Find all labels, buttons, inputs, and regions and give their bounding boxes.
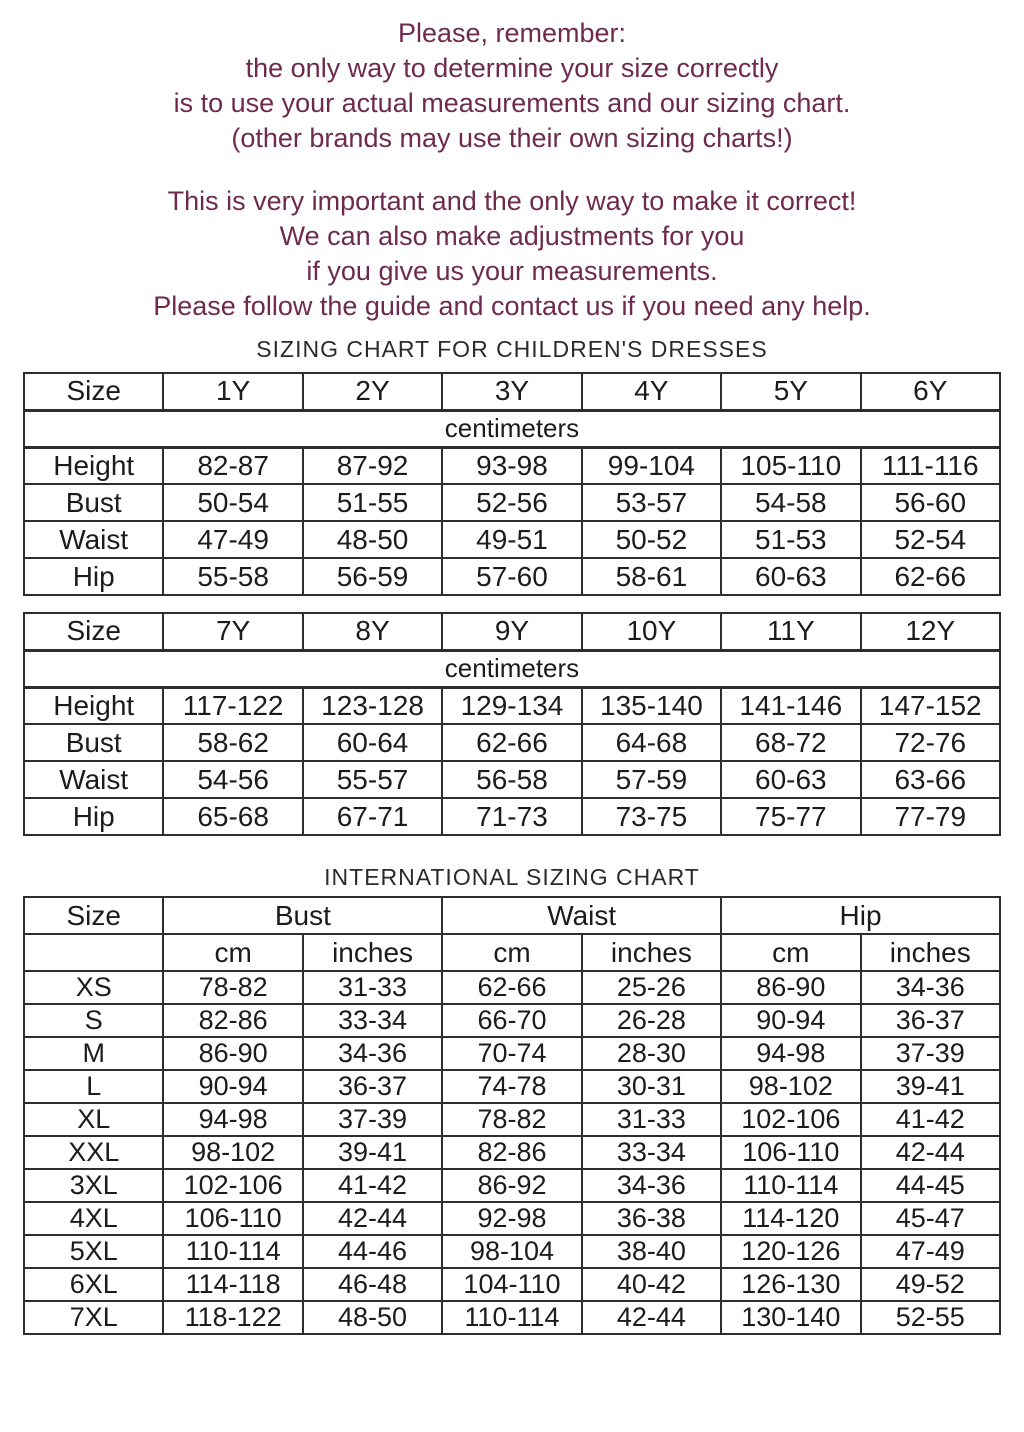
measurement-row-label: Height [24, 447, 163, 484]
international-sizing-table [23, 896, 1001, 1335]
measurement-value-cell: 36-37 [303, 1070, 442, 1103]
measurement-value-cell: 52-55 [861, 1301, 1000, 1334]
hip-group-header: Hip [721, 897, 1000, 934]
measurement-value-cell: 78-82 [163, 971, 302, 1004]
size-row-label: S [24, 1004, 163, 1037]
measurement-value-cell: 51-53 [721, 521, 860, 558]
measurement-value-cell: 42-44 [861, 1136, 1000, 1169]
measurement-value-cell: 104-110 [442, 1268, 581, 1301]
measurement-value-cell: 56-58 [442, 761, 581, 798]
size-row-label: XXL [24, 1136, 163, 1169]
table-row-m [24, 1037, 1000, 1070]
measurement-value-cell: 123-128 [303, 687, 442, 724]
intro-line: Please, remember: [397, 18, 627, 48]
measurement-value-cell: 63-66 [861, 761, 1000, 798]
measurement-value-cell: 114-118 [163, 1268, 302, 1301]
measurement-value-cell: 77-79 [861, 798, 1000, 835]
measurement-value-cell: 55-58 [163, 558, 302, 595]
units-row [24, 410, 1000, 447]
size-row-label: XS [24, 971, 163, 1004]
measurement-row-label: Waist [24, 521, 163, 558]
size-row-label: M [24, 1037, 163, 1070]
measurement-value-cell: 34-36 [303, 1037, 442, 1070]
size-row-label: XL [24, 1103, 163, 1136]
measurement-value-cell: 51-55 [303, 484, 442, 521]
empty-corner-cell [24, 934, 163, 971]
measurement-value-cell: 110-114 [721, 1169, 860, 1202]
measurement-value-cell: 105-110 [721, 447, 860, 484]
measurement-value-cell: 47-49 [861, 1235, 1000, 1268]
measurement-value-cell: 141-146 [721, 687, 860, 724]
measurement-value-cell: 99-104 [582, 447, 721, 484]
size-option-header: 8Y [303, 613, 442, 650]
measurement-value-cell: 135-140 [582, 687, 721, 724]
measurement-value-cell: 110-114 [442, 1301, 581, 1334]
intro-line: is to use your actual measurements and our sizing chart. [173, 88, 851, 118]
measurement-value-cell: 130-140 [721, 1301, 860, 1334]
measurement-value-cell: 45-47 [861, 1202, 1000, 1235]
children-chart-title: SIZING CHART FOR CHILDREN'S DRESSES [256, 336, 768, 362]
measurement-value-cell: 41-42 [861, 1103, 1000, 1136]
measurement-value-cell: 94-98 [163, 1103, 302, 1136]
size-row-label: L [24, 1070, 163, 1103]
measurement-value-cell: 33-34 [303, 1004, 442, 1037]
measurement-value-cell: 73-75 [582, 798, 721, 835]
measurement-value-cell: 47-49 [163, 521, 302, 558]
unit-subheader: inches [861, 934, 1000, 971]
measurement-value-cell: 98-102 [721, 1070, 860, 1103]
size-row-label: 6XL [24, 1268, 163, 1301]
measurement-value-cell: 28-30 [582, 1037, 721, 1070]
measurement-value-cell: 52-56 [442, 484, 581, 521]
measurement-value-cell: 86-90 [163, 1037, 302, 1070]
intro-note-primary [0, 0, 1024, 156]
measurement-value-cell: 36-37 [861, 1004, 1000, 1037]
measurement-value-cell: 102-106 [163, 1169, 302, 1202]
bust-group-header: Bust [163, 897, 442, 934]
measurement-value-cell: 74-78 [442, 1070, 581, 1103]
measurement-value-cell: 31-33 [303, 971, 442, 1004]
unit-subheader: inches [303, 934, 442, 971]
table-row-hip [24, 798, 1000, 835]
measurement-value-cell: 60-63 [721, 558, 860, 595]
measurement-value-cell: 66-70 [442, 1004, 581, 1037]
intro-line: Please follow the guide and contact us if you need any help. [153, 291, 871, 321]
measurement-value-cell: 25-26 [582, 971, 721, 1004]
table-row-4xl [24, 1202, 1000, 1235]
table-row-bust [24, 484, 1000, 521]
size-option-header: 6Y [861, 373, 1000, 410]
size-option-header: 11Y [721, 613, 860, 650]
table-row-5xl [24, 1235, 1000, 1268]
table-row-waist [24, 761, 1000, 798]
measurement-value-cell: 58-62 [163, 724, 302, 761]
table-subheader-row [24, 934, 1000, 971]
measurement-value-cell: 41-42 [303, 1169, 442, 1202]
measurement-value-cell: 57-59 [582, 761, 721, 798]
table-row-height [24, 447, 1000, 484]
table-header-row [24, 897, 1000, 934]
children-sizing-table-7y-12y [23, 612, 1001, 836]
centimeters-label: centimeters [24, 410, 1000, 447]
measurement-value-cell: 50-54 [163, 484, 302, 521]
units-row [24, 650, 1000, 687]
size-row-label: 7XL [24, 1301, 163, 1334]
measurement-value-cell: 90-94 [163, 1070, 302, 1103]
table-row-hip [24, 558, 1000, 595]
measurement-value-cell: 114-120 [721, 1202, 860, 1235]
measurement-value-cell: 71-73 [442, 798, 581, 835]
measurement-value-cell: 31-33 [582, 1103, 721, 1136]
measurement-value-cell: 60-63 [721, 761, 860, 798]
intro-line: We can also make adjustments for you [279, 221, 745, 251]
children-sizing-table-1y-6y [23, 372, 1001, 596]
size-option-header: 1Y [163, 373, 302, 410]
measurement-value-cell: 110-114 [163, 1235, 302, 1268]
measurement-value-cell: 75-77 [721, 798, 860, 835]
measurement-value-cell: 118-122 [163, 1301, 302, 1334]
measurement-row-label: Height [24, 687, 163, 724]
measurement-value-cell: 102-106 [721, 1103, 860, 1136]
measurement-value-cell: 56-59 [303, 558, 442, 595]
measurement-value-cell: 54-58 [721, 484, 860, 521]
measurement-value-cell: 34-36 [582, 1169, 721, 1202]
waist-group-header: Waist [442, 897, 721, 934]
measurement-value-cell: 58-61 [582, 558, 721, 595]
international-chart-title: INTERNATIONAL SIZING CHART [324, 864, 700, 890]
measurement-value-cell: 93-98 [442, 447, 581, 484]
measurement-value-cell: 106-110 [163, 1202, 302, 1235]
measurement-value-cell: 39-41 [303, 1136, 442, 1169]
table-row-height [24, 687, 1000, 724]
size-option-header: 9Y [442, 613, 581, 650]
table-header-row [24, 613, 1000, 650]
size-option-header: 7Y [163, 613, 302, 650]
size-option-header: 3Y [442, 373, 581, 410]
table-row-6xl [24, 1268, 1000, 1301]
table-row-waist [24, 521, 1000, 558]
measurement-value-cell: 94-98 [721, 1037, 860, 1070]
measurement-value-cell: 48-50 [303, 1301, 442, 1334]
intro-note-secondary [0, 184, 1024, 324]
measurement-value-cell: 37-39 [303, 1103, 442, 1136]
measurement-value-cell: 106-110 [721, 1136, 860, 1169]
unit-subheader: cm [442, 934, 581, 971]
measurement-value-cell: 48-50 [303, 521, 442, 558]
measurement-value-cell: 129-134 [442, 687, 581, 724]
measurement-value-cell: 42-44 [582, 1301, 721, 1334]
measurement-value-cell: 111-116 [861, 447, 1000, 484]
measurement-value-cell: 86-92 [442, 1169, 581, 1202]
measurement-value-cell: 37-39 [861, 1037, 1000, 1070]
measurement-value-cell: 34-36 [861, 971, 1000, 1004]
measurement-value-cell: 62-66 [442, 724, 581, 761]
measurement-value-cell: 72-76 [861, 724, 1000, 761]
measurement-value-cell: 57-60 [442, 558, 581, 595]
size-option-header: 4Y [582, 373, 721, 410]
measurement-value-cell: 40-42 [582, 1268, 721, 1301]
size-option-header: 5Y [721, 373, 860, 410]
measurement-value-cell: 33-34 [582, 1136, 721, 1169]
measurement-value-cell: 82-86 [163, 1004, 302, 1037]
size-column-header: Size [24, 373, 163, 410]
table-row-xl [24, 1103, 1000, 1136]
measurement-value-cell: 26-28 [582, 1004, 721, 1037]
measurement-value-cell: 90-94 [721, 1004, 860, 1037]
measurement-value-cell: 62-66 [861, 558, 1000, 595]
measurement-value-cell: 70-74 [442, 1037, 581, 1070]
size-row-label: 5XL [24, 1235, 163, 1268]
measurement-value-cell: 38-40 [582, 1235, 721, 1268]
measurement-value-cell: 55-57 [303, 761, 442, 798]
table-row-xxl [24, 1136, 1000, 1169]
measurement-value-cell: 98-102 [163, 1136, 302, 1169]
measurement-value-cell: 54-56 [163, 761, 302, 798]
table-header-row [24, 373, 1000, 410]
measurement-value-cell: 30-31 [582, 1070, 721, 1103]
intro-line: the only way to determine your size correctly [245, 53, 779, 83]
table-row-s [24, 1004, 1000, 1037]
measurement-value-cell: 82-86 [442, 1136, 581, 1169]
measurement-value-cell: 49-51 [442, 521, 581, 558]
size-row-label: 4XL [24, 1202, 163, 1235]
measurement-value-cell: 64-68 [582, 724, 721, 761]
unit-subheader: cm [721, 934, 860, 971]
table-row-7xl [24, 1301, 1000, 1334]
measurement-value-cell: 147-152 [861, 687, 1000, 724]
measurement-value-cell: 39-41 [861, 1070, 1000, 1103]
measurement-value-cell: 44-45 [861, 1169, 1000, 1202]
measurement-value-cell: 49-52 [861, 1268, 1000, 1301]
table-row-3xl [24, 1169, 1000, 1202]
unit-subheader: cm [163, 934, 302, 971]
measurement-value-cell: 117-122 [163, 687, 302, 724]
measurement-value-cell: 98-104 [442, 1235, 581, 1268]
measurement-value-cell: 42-44 [303, 1202, 442, 1235]
measurement-value-cell: 36-38 [582, 1202, 721, 1235]
measurement-value-cell: 53-57 [582, 484, 721, 521]
measurement-row-label: Bust [24, 724, 163, 761]
intro-line: if you give us your measurements. [306, 256, 718, 286]
size-column-header: Size [24, 897, 163, 934]
measurement-value-cell: 46-48 [303, 1268, 442, 1301]
unit-subheader: inches [582, 934, 721, 971]
centimeters-label: centimeters [24, 650, 1000, 687]
table-row-l [24, 1070, 1000, 1103]
measurement-value-cell: 120-126 [721, 1235, 860, 1268]
measurement-value-cell: 67-71 [303, 798, 442, 835]
measurement-value-cell: 92-98 [442, 1202, 581, 1235]
size-option-header: 12Y [861, 613, 1000, 650]
measurement-row-label: Hip [24, 798, 163, 835]
measurement-row-label: Hip [24, 558, 163, 595]
measurement-value-cell: 60-64 [303, 724, 442, 761]
measurement-value-cell: 44-46 [303, 1235, 442, 1268]
measurement-value-cell: 56-60 [861, 484, 1000, 521]
intro-line: This is very important and the only way to make it correct! [167, 186, 857, 216]
intro-line: (other brands may use their own sizing charts!) [231, 123, 793, 153]
measurement-value-cell: 62-66 [442, 971, 581, 1004]
size-column-header: Size [24, 613, 163, 650]
measurement-row-label: Waist [24, 761, 163, 798]
measurement-value-cell: 126-130 [721, 1268, 860, 1301]
table-row-bust [24, 724, 1000, 761]
measurement-value-cell: 68-72 [721, 724, 860, 761]
measurement-value-cell: 65-68 [163, 798, 302, 835]
measurement-value-cell: 87-92 [303, 447, 442, 484]
table-row-xs [24, 971, 1000, 1004]
measurement-row-label: Bust [24, 484, 163, 521]
measurement-value-cell: 52-54 [861, 521, 1000, 558]
size-option-header: 2Y [303, 373, 442, 410]
measurement-value-cell: 78-82 [442, 1103, 581, 1136]
measurement-value-cell: 86-90 [721, 971, 860, 1004]
measurement-value-cell: 50-52 [582, 521, 721, 558]
size-row-label: 3XL [24, 1169, 163, 1202]
size-option-header: 10Y [582, 613, 721, 650]
measurement-value-cell: 82-87 [163, 447, 302, 484]
